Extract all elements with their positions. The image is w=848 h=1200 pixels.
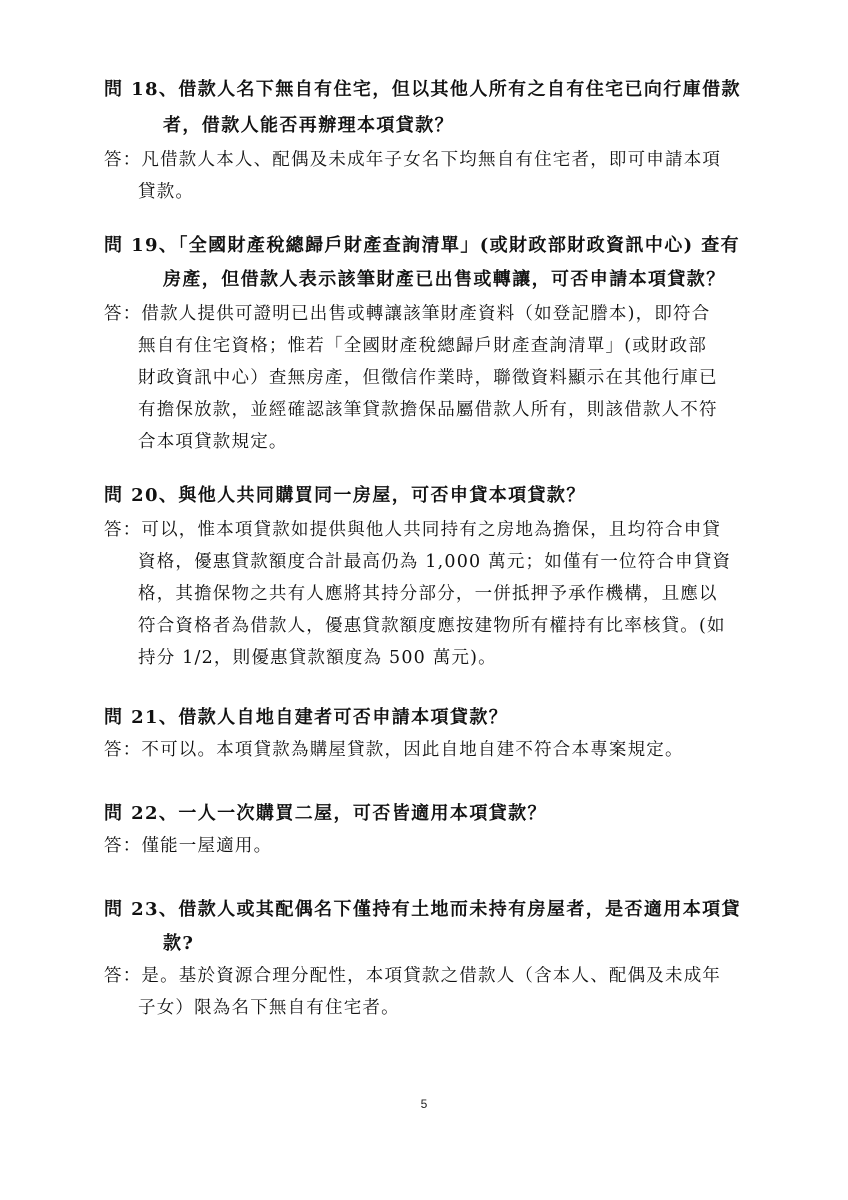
question-18-line-1: 問 18、借款人名下無自有住宅，但以其他人所有之自有住宅已向行庫借款 [104,79,741,100]
question-19-line-2: 房產，但借款人表示該筆財產已出售或轉讓，可否申請本項貸款？ [163,269,726,290]
answer-20-line-4: 符合資格者為借款人，優惠貸款額度應按建物所有權持有比率核貸。(如 [138,616,726,636]
answer-19-line-2: 無自有住宅資格；惟若「全國財產稅總歸戶財產查詢清單」(或財政部 [138,336,708,356]
question-22-line-1: 問 22、一人一次購買二屋，可否皆適用本項貸款？ [104,803,547,824]
answer-20-line-1: 答：可以，惟本項貸款如提供與他人共同持有之房地為擔保，且均符合申貸 [104,520,722,540]
answer-19-line-4: 有擔保放款，並經確認該筆貸款擔保品屬借款人所有，則該借款人不符 [138,400,718,420]
answer-19-line-5: 合本項貸款規定。 [138,432,288,452]
answer-22-line-1: 答：僅能一屋適用。 [104,836,273,856]
answer-19-line-1: 答：借款人提供可證明已出售或轉讓該筆財產資料（如登記謄本)，即符合 [104,304,711,324]
question-23-line-2: 款? [163,933,195,954]
question-18-line-2: 者，借款人能否再辦理本項貸款？ [163,115,454,136]
answer-19-line-3: 財政資訊中心）查無房產，但徵信作業時，聯徵資料顯示在其他行庫已 [138,368,718,388]
answer-20-line-2: 資格，優惠貸款額度合計最高仍為 1,000 萬元；如僅有一位符合申貸資 [138,552,732,572]
answer-23-line-1: 答：是。基於資源合理分配性，本項貸款之借款人（含本人、配偶及未成年 [104,966,722,986]
answer-23-line-2: 子女）限為名下無自有住宅者。 [138,998,400,1018]
answer-20-line-3: 格，其擔保物之共有人應將其持分部分，一併抵押予承作機構，且應以 [138,584,718,604]
question-20-line-1: 問 20、與他人共同購買同一房屋，可否申貸本項貸款？ [104,485,586,506]
answer-21-line-1: 答：不可以。本項貸款為購屋貸款，因此自地自建不符合本專案規定。 [104,740,684,760]
page-number: 5 [420,1097,428,1111]
answer-20-line-5: 持分 1/2，則優惠貸款額度為 500 萬元)。 [138,648,497,668]
question-23-line-1: 問 23、借款人或其配偶名下僅持有土地而未持有房屋者，是否適用本項貸 [104,899,741,920]
question-19-line-1: 問 19、「全國財產稅總歸戶財產查詢清單」(或財政部財政資訊中心) 查有 [104,235,741,256]
question-21-line-1: 問 21、借款人自地自建者可否申請本項貸款？ [104,707,509,728]
answer-18-line-1: 答：凡借款人本人、配偶及未成年子女名下均無自有住宅者，即可申請本項 [104,150,722,170]
answer-18-line-2: 貸款。 [138,182,195,202]
